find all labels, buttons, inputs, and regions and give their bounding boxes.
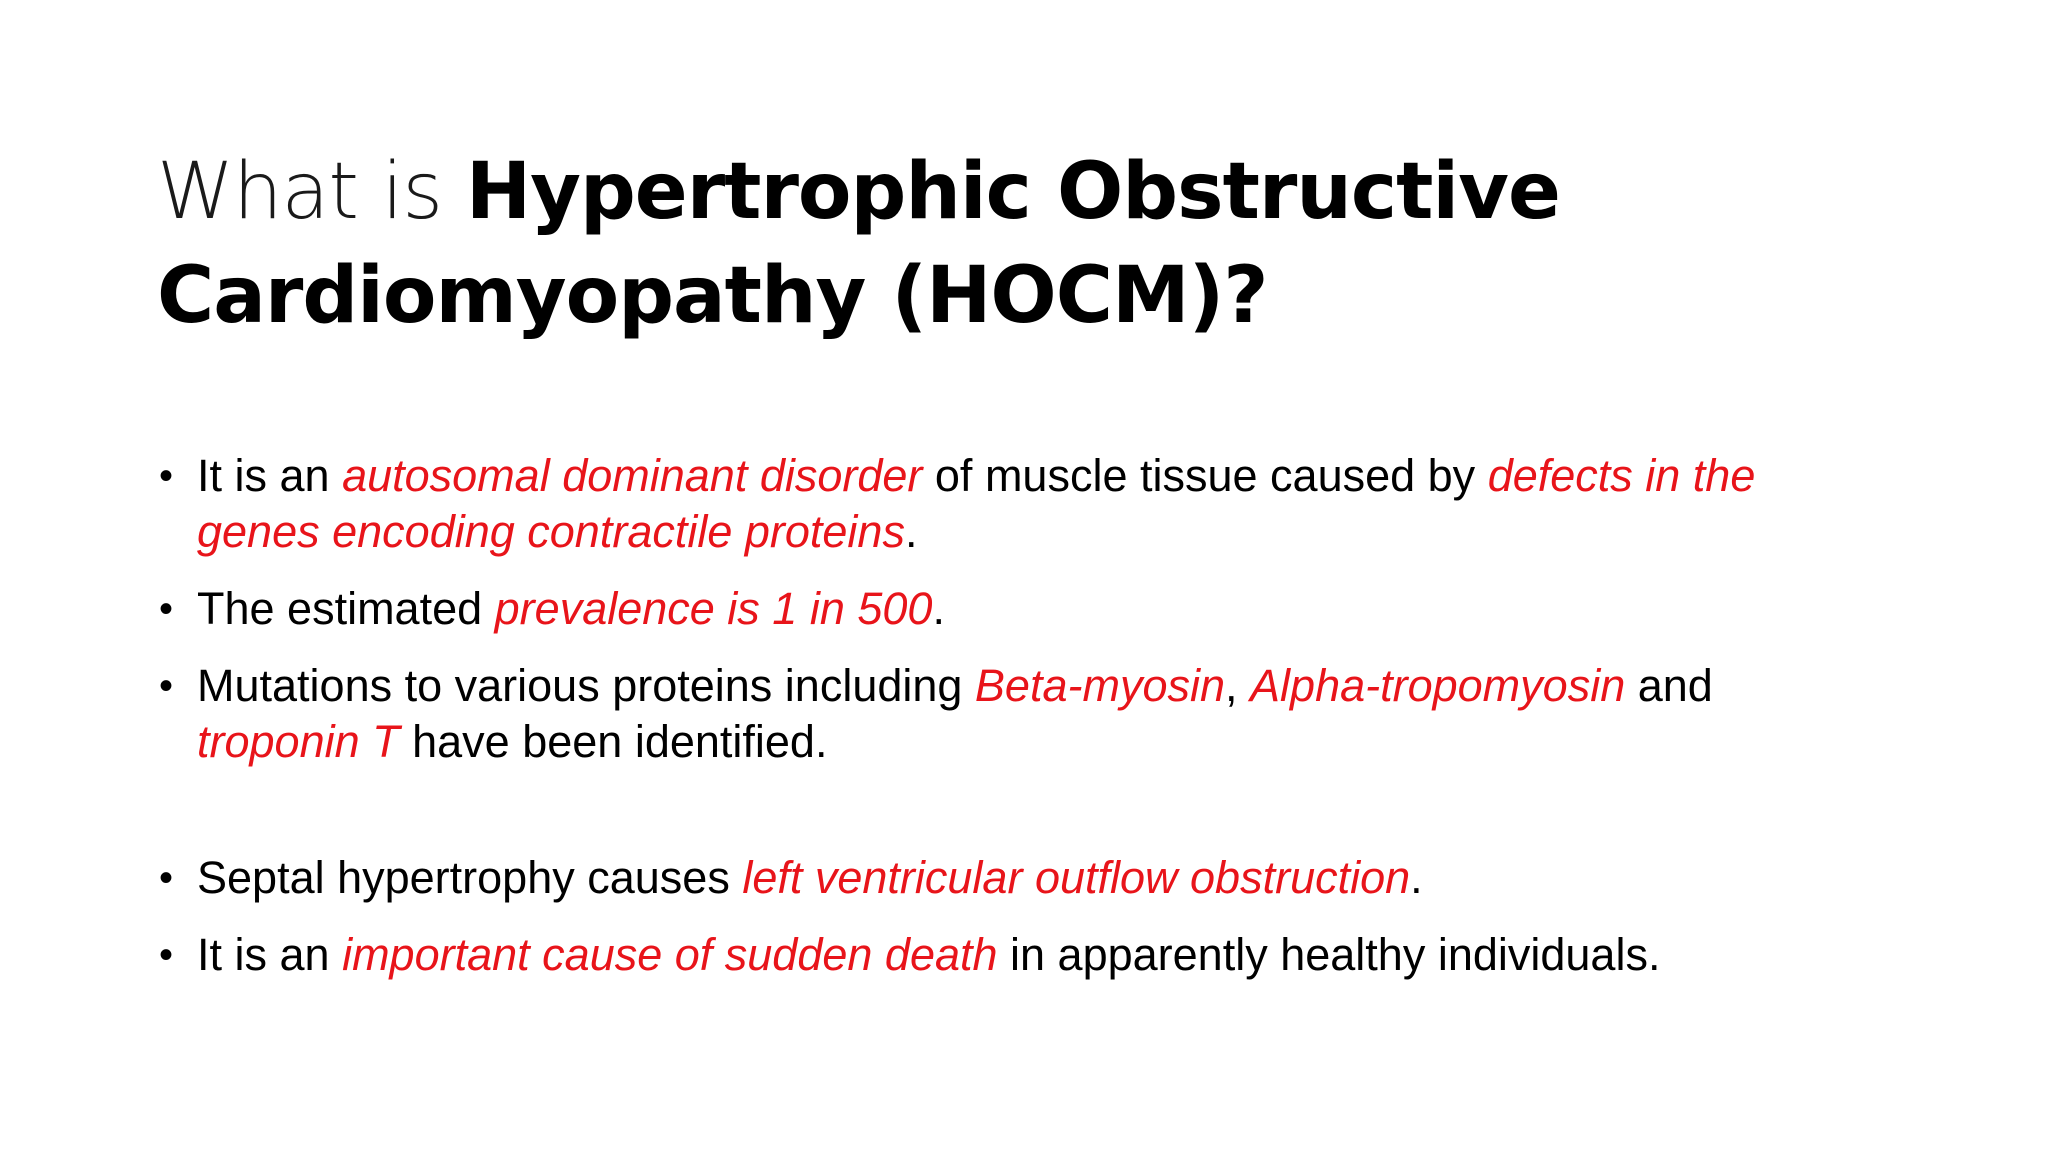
bullet-text: It is an [197,450,343,501]
bullet-text: . [904,506,918,557]
bullet-text: Mutations to various proteins including [197,660,975,711]
bullet-text: have been identified. [399,716,828,767]
bullet-text: and [1625,660,1713,711]
bullet-icon: • [159,856,174,900]
bullet-item [157,850,1877,906]
bullet-highlight: troponin T [197,716,400,767]
bullet-highlight: important cause of sudden death [342,929,998,980]
bullet-text: Septal hypertrophy causes [197,852,743,903]
bullet-item [157,448,1877,560]
bullet-text: of muscle tissue caused by [922,450,1488,501]
bullet-icon: • [159,664,174,708]
title-emphasis: Hypertrophic Obstructive Cardiomyopathy (HOCM)? [157,147,1560,341]
bullet-highlight: left ventricular outflow obstruction [742,852,1411,903]
bullet-item [157,581,1877,637]
bullet-highlight: prevalence is 1 in 500 [494,583,933,634]
bullet-text: The estimated [197,583,495,634]
bullet-icon: • [159,454,174,498]
bullet-text: It is an [197,929,343,980]
bullet-highlight: Alpha-tropomyosin [1250,660,1626,711]
bullet-icon: • [159,933,174,977]
bullet-text: , [1225,660,1251,711]
bullet-icon: • [159,587,174,631]
slide-title [157,140,1937,348]
title-prefix: What is [157,147,466,237]
bullet-list [157,448,1877,1004]
bullet-text: . [1410,852,1423,903]
bullet-highlight: autosomal dominant disorder [342,450,923,501]
bullet-text: in apparently healthy individuals. [997,929,1661,980]
bullet-item [157,927,1877,983]
bullet-highlight: defects in the genes encoding contractile proteins [197,450,1756,557]
bullet-item [157,658,1877,770]
bullet-highlight: Beta-myosin [974,660,1226,711]
bullet-text: . [932,583,945,634]
